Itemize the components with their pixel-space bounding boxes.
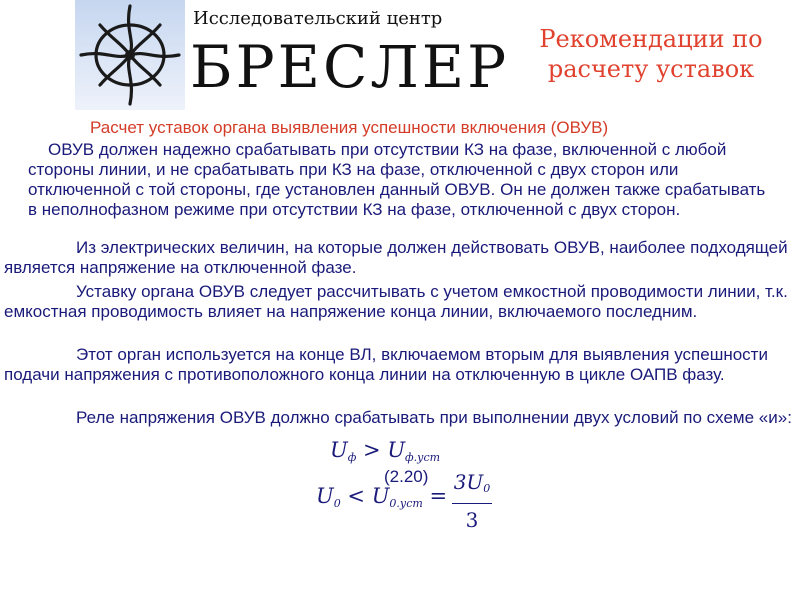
formula-2-lhs: U bbox=[316, 484, 334, 508]
fraction-bar bbox=[452, 503, 492, 504]
recommendations-title-line-1: Рекомендации по bbox=[539, 25, 763, 53]
formula-2-equals: = bbox=[429, 484, 448, 508]
fraction-denominator: 3 bbox=[465, 508, 479, 532]
formula-1 bbox=[330, 438, 440, 464]
equation-number: (2.20) bbox=[384, 467, 429, 486]
formula-1-operator: > bbox=[363, 438, 381, 462]
formula-2-rhs-sub: 0.уст bbox=[389, 497, 423, 510]
paragraph-3: Уставку органа ОВУВ следует рассчитывать с учетом емкостной проводимости линии, т.к. емкостная проводимость влияет на напряжение конца линии, включаемого последним. bbox=[4, 282, 788, 321]
paragraph-4: Этот орган используется на конце ВЛ, включаемом вторым для выявления успешности подачи напряжения с противоположного конца линии на отключенную в цикле ОАПВ фазу. bbox=[4, 345, 768, 384]
fraction-numerator-sub: 0 bbox=[483, 482, 491, 495]
paragraph-2: Из электрических величин, на которые должен действовать ОВУВ, наиболее подходящей является напряжение на отключенной фазе. bbox=[4, 238, 788, 277]
paragraph-1: ОВУВ должен надежно срабатывать при отсутствии КЗ на фазе, включенной с любой стороны линии, и не срабатывать при КЗ на фазе, отключенной с двух сторон или отключенной с той стороны, где установлен данный ОВУВ. Он не должен также срабатывать в неполнофазном режиме при отсутствии КЗ на фазе, отключенной с двух сторон. bbox=[28, 140, 766, 219]
formula-2-rhs: U bbox=[371, 484, 390, 508]
fraction bbox=[452, 470, 492, 534]
recommendations-title-line-2: расчету уставок bbox=[547, 55, 755, 83]
brand-name: БРЕСЛЕР bbox=[190, 33, 510, 101]
paragraph-5: Реле напряжения ОВУВ должно срабатывать при выполнении двух условий по схеме «и»: bbox=[76, 408, 792, 427]
formula-1-lhs: U bbox=[330, 438, 348, 462]
fraction-numerator-main: 3U bbox=[453, 470, 484, 494]
recommendations-title bbox=[516, 24, 786, 84]
formula-2-lhs-sub: 0 bbox=[333, 497, 341, 510]
formula-1-rhs-sub: ф.уст bbox=[405, 451, 441, 464]
formula-2-operator: < bbox=[347, 484, 365, 508]
formula-1-lhs-sub: ф bbox=[347, 451, 357, 464]
org-title: Исследовательский центр bbox=[193, 8, 443, 29]
fraction-numerator bbox=[452, 470, 492, 501]
formula-2 bbox=[316, 484, 447, 510]
section-subtitle: Расчет уставок органа выявления успешности включения (ОВУВ) bbox=[90, 118, 609, 137]
formula-1-rhs: U bbox=[387, 438, 406, 462]
breslers-star-logo-icon bbox=[75, 0, 185, 110]
logo bbox=[75, 0, 185, 110]
